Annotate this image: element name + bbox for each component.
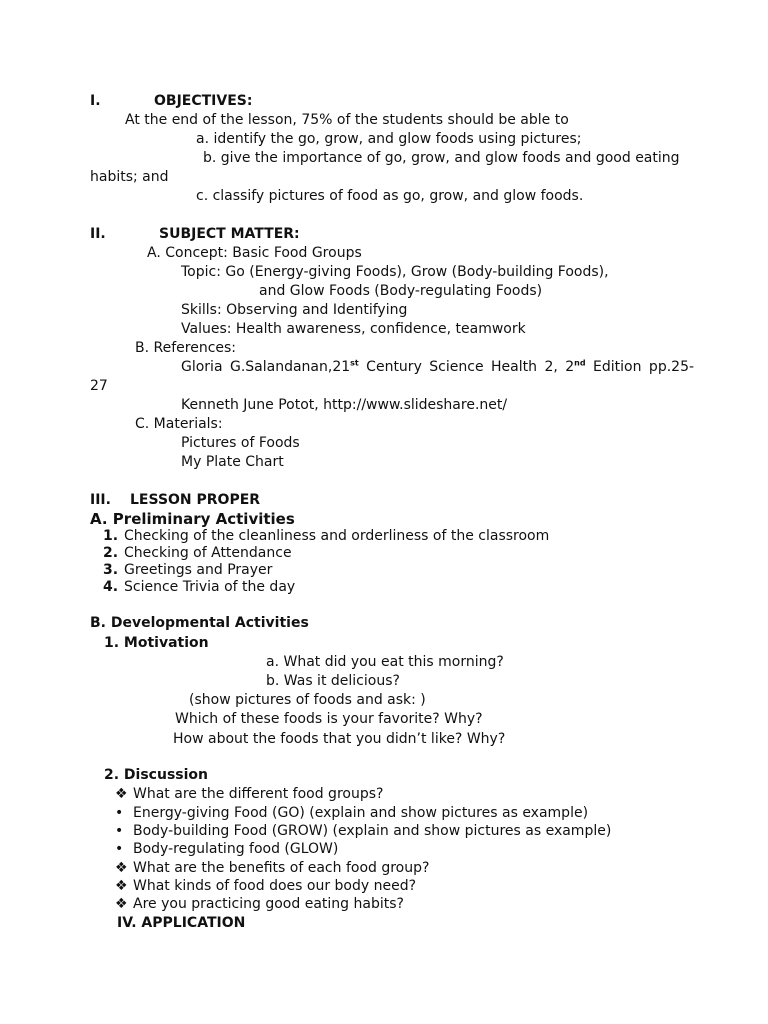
reference-2: Kenneth June Potot, http://www.slideshare.net/ bbox=[181, 397, 508, 413]
discussion-item-text: Body-regulating food (GLOW) bbox=[133, 841, 339, 857]
discussion-item-text: What are the benefits of each food group? bbox=[133, 860, 430, 876]
objectives-heading: OBJECTIVES: bbox=[154, 93, 253, 109]
prelim-item: Science Trivia of the day bbox=[124, 579, 296, 595]
reference-1 bbox=[181, 358, 694, 376]
section-1-numeral: I. bbox=[90, 93, 101, 109]
prelim-num: 1. bbox=[103, 528, 119, 544]
discussion-item bbox=[115, 877, 416, 895]
motivation-question-2: How about the foods that you didn’t like? Why? bbox=[173, 731, 506, 747]
reference-1-sup1: st bbox=[350, 358, 359, 368]
reference-1-sup2: nd bbox=[574, 358, 586, 368]
diamond-bullet-icon: ❖ bbox=[115, 896, 128, 912]
reference-1-part1: Gloria G.Salandanan,21 bbox=[181, 359, 351, 375]
discussion-item-text: Are you practicing good eating habits? bbox=[133, 896, 404, 912]
motivation-show: (show pictures of foods and ask: ) bbox=[189, 692, 426, 708]
values-line: Values: Health awareness, confidence, teamwork bbox=[181, 321, 526, 337]
concept-line: A. Concept: Basic Food Groups bbox=[147, 245, 362, 261]
diamond-bullet-icon: ❖ bbox=[115, 786, 128, 802]
objective-b-line2: habits; and bbox=[90, 169, 169, 185]
reference-1-part2: Century Science Health 2, 2 bbox=[358, 359, 575, 375]
prelim-num: 4. bbox=[103, 579, 119, 595]
discussion-item bbox=[115, 804, 588, 822]
motivation-b: b. Was it delicious? bbox=[266, 673, 400, 689]
bullet-icon: • bbox=[115, 805, 124, 821]
discussion-item-text: Energy-giving Food (GO) (explain and show pictures as example) bbox=[133, 805, 589, 821]
prelim-num: 3. bbox=[103, 562, 119, 578]
references-label: B. References: bbox=[135, 340, 237, 356]
discussion-item-text: What kinds of food does our body need? bbox=[133, 878, 417, 894]
objective-b-line1: b. give the importance of go, grow, and glow foods and good eating bbox=[203, 150, 680, 166]
reference-1-part3: Edition pp.25- bbox=[585, 359, 695, 375]
discussion-item bbox=[115, 895, 404, 913]
motivation-a: a. What did you eat this morning? bbox=[266, 654, 504, 670]
objectives-intro: At the end of the lesson, 75% of the students should be able to bbox=[125, 112, 569, 128]
motivation-heading: 1. Motivation bbox=[104, 635, 209, 651]
prelim-item: Checking of the cleanliness and orderliness of the classroom bbox=[124, 528, 550, 544]
prelim-num: 2. bbox=[103, 545, 119, 561]
material-1: Pictures of Foods bbox=[181, 435, 300, 451]
skills-line: Skills: Observing and Identifying bbox=[181, 302, 408, 318]
discussion-item bbox=[115, 822, 611, 840]
preliminary-heading: A. Preliminary Activities bbox=[90, 510, 295, 528]
materials-label: C. Materials: bbox=[135, 416, 223, 432]
lesson-proper-heading: LESSON PROPER bbox=[130, 492, 261, 508]
section-3-numeral: III. bbox=[90, 492, 111, 508]
bullet-icon: • bbox=[115, 823, 124, 839]
diamond-bullet-icon: ❖ bbox=[115, 878, 128, 894]
prelim-item: Checking of Attendance bbox=[124, 545, 292, 561]
application-heading: IV. APPLICATION bbox=[117, 915, 246, 931]
discussion-item-text: Body-building Food (GROW) (explain and show pictures as example) bbox=[133, 823, 612, 839]
discussion-item bbox=[115, 859, 429, 877]
topic-line2: and Glow Foods (Body-regulating Foods) bbox=[259, 283, 543, 299]
topic-line1: Topic: Go (Energy-giving Foods), Grow (Body-building Foods), bbox=[181, 264, 609, 280]
developmental-heading: B. Developmental Activities bbox=[90, 615, 309, 631]
objective-a: a. identify the go, grow, and glow foods using pictures; bbox=[196, 131, 582, 147]
reference-1-line2: 27 bbox=[90, 378, 108, 394]
discussion-item-text: What are the different food groups? bbox=[133, 786, 384, 802]
material-2: My Plate Chart bbox=[181, 454, 284, 470]
section-2-numeral: II. bbox=[90, 226, 106, 242]
bullet-icon: • bbox=[115, 841, 124, 857]
subject-matter-heading: SUBJECT MATTER: bbox=[159, 226, 300, 242]
motivation-question-1: Which of these foods is your favorite? Why? bbox=[175, 711, 483, 727]
prelim-item: Greetings and Prayer bbox=[124, 562, 273, 578]
discussion-item bbox=[115, 785, 383, 803]
discussion-heading: 2. Discussion bbox=[104, 767, 209, 783]
discussion-item bbox=[115, 840, 338, 858]
diamond-bullet-icon: ❖ bbox=[115, 860, 128, 876]
objective-c: c. classify pictures of food as go, grow, and glow foods. bbox=[196, 188, 584, 204]
